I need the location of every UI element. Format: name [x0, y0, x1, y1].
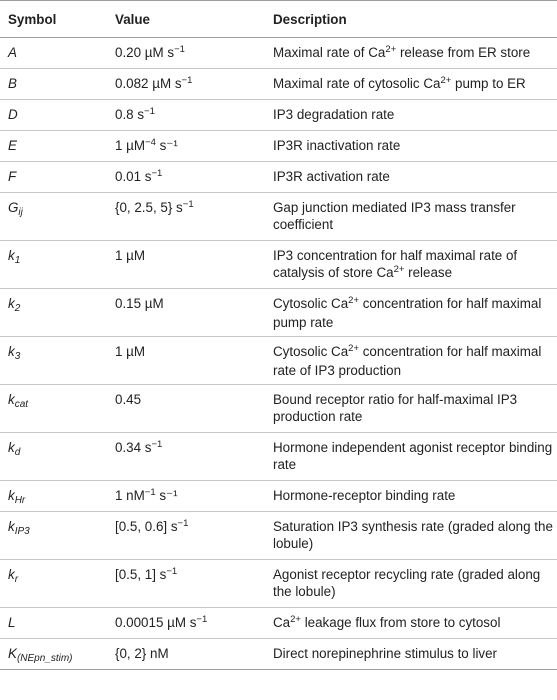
symbol-text: k — [8, 440, 15, 455]
value-text: {0, 2.5, 5} s — [115, 200, 183, 215]
value-superscript: −4 — [145, 137, 156, 148]
description-text: Ca — [273, 615, 291, 630]
value-text: 0.20 µM s — [115, 45, 175, 60]
symbol-cell — [0, 639, 107, 670]
description-cell — [265, 608, 557, 639]
description-tail: release — [404, 265, 453, 280]
table-row — [0, 560, 557, 608]
value-superscript: −1 — [151, 439, 163, 450]
description-text: Bound receptor ratio for half-maximal IP3 production rate — [273, 392, 518, 424]
value-cell — [107, 560, 265, 608]
symbol-text: B — [8, 76, 17, 91]
description-text: Hormone independent agonist receptor binding rate — [273, 440, 553, 472]
description-superscript: 2+ — [393, 264, 405, 275]
table-row — [0, 38, 557, 69]
symbol-text: k — [8, 567, 15, 582]
description-text: Direct norepinephrine stimulus to liver — [273, 646, 498, 661]
value-cell — [107, 100, 265, 131]
description-cell — [265, 100, 557, 131]
description-superscript: 2+ — [348, 295, 360, 306]
description-text: Maximal rate of Ca — [273, 45, 386, 60]
symbol-subscript: 2 — [14, 303, 21, 314]
table-row — [0, 241, 557, 289]
description-cell — [265, 385, 557, 433]
table-row — [0, 481, 557, 512]
table-row — [0, 337, 557, 385]
symbol-subscript: Hr — [14, 495, 26, 506]
description-text: Maximal rate of cytosolic Ca — [273, 76, 441, 91]
value-text: 0.8 s — [115, 107, 145, 122]
table-row — [0, 131, 557, 162]
header-value: Value — [107, 1, 265, 38]
value-cell — [107, 241, 265, 289]
value-cell — [107, 385, 265, 433]
value-text: [0.5, 1] s — [115, 567, 167, 582]
description-text: Gap junction mediated IP3 mass transfer coefficient — [273, 200, 516, 232]
symbol-cell — [0, 69, 107, 100]
symbol-cell — [0, 193, 107, 241]
symbol-cell — [0, 241, 107, 289]
value-cell — [107, 38, 265, 69]
value-text: 1 µM — [115, 138, 146, 153]
symbol-cell — [0, 512, 107, 560]
description-text: Saturation IP3 synthesis rate (graded along the lobule) — [273, 519, 553, 551]
value-text: [0.5, 0.6] s — [115, 519, 178, 534]
symbol-subscript: cat — [14, 399, 29, 410]
symbol-cell — [0, 337, 107, 385]
table-row — [0, 69, 557, 100]
table-row — [0, 100, 557, 131]
symbol-text: L — [8, 615, 16, 630]
symbol-cell — [0, 38, 107, 69]
description-tail: release from ER store — [396, 45, 531, 60]
value-superscript: −1 — [174, 44, 185, 55]
value-superscript: −1 — [144, 487, 156, 498]
symbol-cell — [0, 560, 107, 608]
value-tail: s⁻¹ — [155, 138, 178, 153]
symbol-text: k — [8, 248, 15, 263]
symbol-subscript: (NEpn_stim) — [16, 653, 73, 664]
symbol-text: F — [8, 169, 17, 184]
header-description: Description — [265, 1, 557, 38]
value-cell — [107, 608, 265, 639]
description-cell — [265, 481, 557, 512]
value-superscript: −1 — [196, 614, 208, 625]
table-row — [0, 639, 557, 670]
value-cell — [107, 481, 265, 512]
description-text: IP3R inactivation rate — [273, 138, 401, 153]
symbol-text: G — [8, 200, 19, 215]
value-superscript: −1 — [166, 566, 178, 577]
value-text: {0, 2} nM — [115, 646, 169, 661]
symbol-cell — [0, 131, 107, 162]
description-superscript: 2+ — [440, 75, 452, 86]
description-superscript: 2+ — [348, 343, 360, 354]
description-tail: pump to ER — [451, 76, 526, 91]
header-symbol: Symbol — [0, 1, 107, 38]
description-text: IP3 concentration for half maximal rate of catalysis of store Ca — [273, 248, 518, 280]
value-superscript: −1 — [144, 106, 155, 117]
symbol-cell — [0, 481, 107, 512]
description-text: IP3R activation rate — [273, 169, 390, 184]
value-text: 0.00015 µM s — [115, 615, 197, 630]
symbol-text: k — [8, 519, 15, 534]
table-row — [0, 433, 557, 481]
table-header-row — [0, 1, 557, 38]
value-text: 0.45 — [115, 392, 142, 407]
value-cell — [107, 193, 265, 241]
value-superscript: −1 — [181, 75, 193, 86]
description-cell — [265, 560, 557, 608]
value-superscript: −1 — [177, 518, 189, 529]
value-text: 0.34 s — [115, 440, 152, 455]
description-cell — [265, 433, 557, 481]
table-row — [0, 608, 557, 639]
value-text: 1 µM — [115, 248, 146, 263]
symbol-subscript: IP3 — [14, 526, 30, 537]
symbol-subscript: d — [14, 447, 21, 458]
value-cell — [107, 639, 265, 670]
symbol-subscript: 1 — [14, 255, 21, 266]
description-cell — [265, 69, 557, 100]
value-cell — [107, 512, 265, 560]
description-cell — [265, 131, 557, 162]
description-cell — [265, 289, 557, 337]
table-row — [0, 289, 557, 337]
symbol-cell — [0, 162, 107, 193]
value-cell — [107, 337, 265, 385]
symbol-text: k — [8, 392, 15, 407]
value-superscript: −1 — [151, 168, 163, 179]
description-cell — [265, 337, 557, 385]
description-superscript: 2+ — [385, 44, 397, 55]
value-text: 1 µM — [115, 344, 146, 359]
table-row — [0, 193, 557, 241]
description-text: Cytosolic Ca — [273, 296, 349, 311]
symbol-cell — [0, 433, 107, 481]
value-cell — [107, 162, 265, 193]
description-tail: leakage flux from store to cytosol — [300, 615, 501, 630]
value-text: 0.15 µM — [115, 296, 164, 311]
value-cell — [107, 433, 265, 481]
description-tail: concentration for half maximal rate of IP3 production — [273, 344, 542, 378]
value-cell — [107, 131, 265, 162]
value-tail: s⁻¹ — [155, 488, 178, 503]
description-text: Cytosolic Ca — [273, 344, 349, 359]
description-text: IP3 degradation rate — [273, 107, 395, 122]
value-cell — [107, 69, 265, 100]
symbol-text: k — [8, 344, 15, 359]
value-text: 0.082 µM s — [115, 76, 182, 91]
description-text: Hormone-receptor binding rate — [273, 488, 456, 503]
value-cell — [107, 289, 265, 337]
symbol-text: E — [8, 138, 17, 153]
symbol-subscript: r — [14, 574, 19, 585]
symbol-subscript: ij — [18, 207, 23, 218]
description-cell — [265, 512, 557, 560]
symbol-text: K — [8, 646, 17, 661]
table-row — [0, 512, 557, 560]
symbol-subscript: 3 — [14, 351, 21, 362]
symbol-cell — [0, 608, 107, 639]
symbol-text: D — [8, 107, 18, 122]
description-superscript: 2+ — [290, 614, 301, 625]
value-superscript: −1 — [182, 199, 194, 210]
symbol-cell — [0, 385, 107, 433]
symbol-cell — [0, 100, 107, 131]
description-tail: concentration for half maximal pump rate — [273, 296, 542, 330]
table-body — [0, 38, 557, 670]
description-cell — [265, 639, 557, 670]
description-text: Agonist receptor recycling rate (graded along the lobule) — [273, 567, 541, 599]
description-cell — [265, 193, 557, 241]
value-text: 1 nM — [115, 488, 145, 503]
symbol-cell — [0, 289, 107, 337]
description-cell — [265, 162, 557, 193]
symbol-text: A — [8, 45, 17, 60]
description-cell — [265, 241, 557, 289]
value-text: 0.01 s — [115, 169, 152, 184]
description-cell — [265, 38, 557, 69]
symbol-text: k — [8, 296, 15, 311]
symbol-text: k — [8, 488, 15, 503]
table-row — [0, 162, 557, 193]
table-row — [0, 385, 557, 433]
